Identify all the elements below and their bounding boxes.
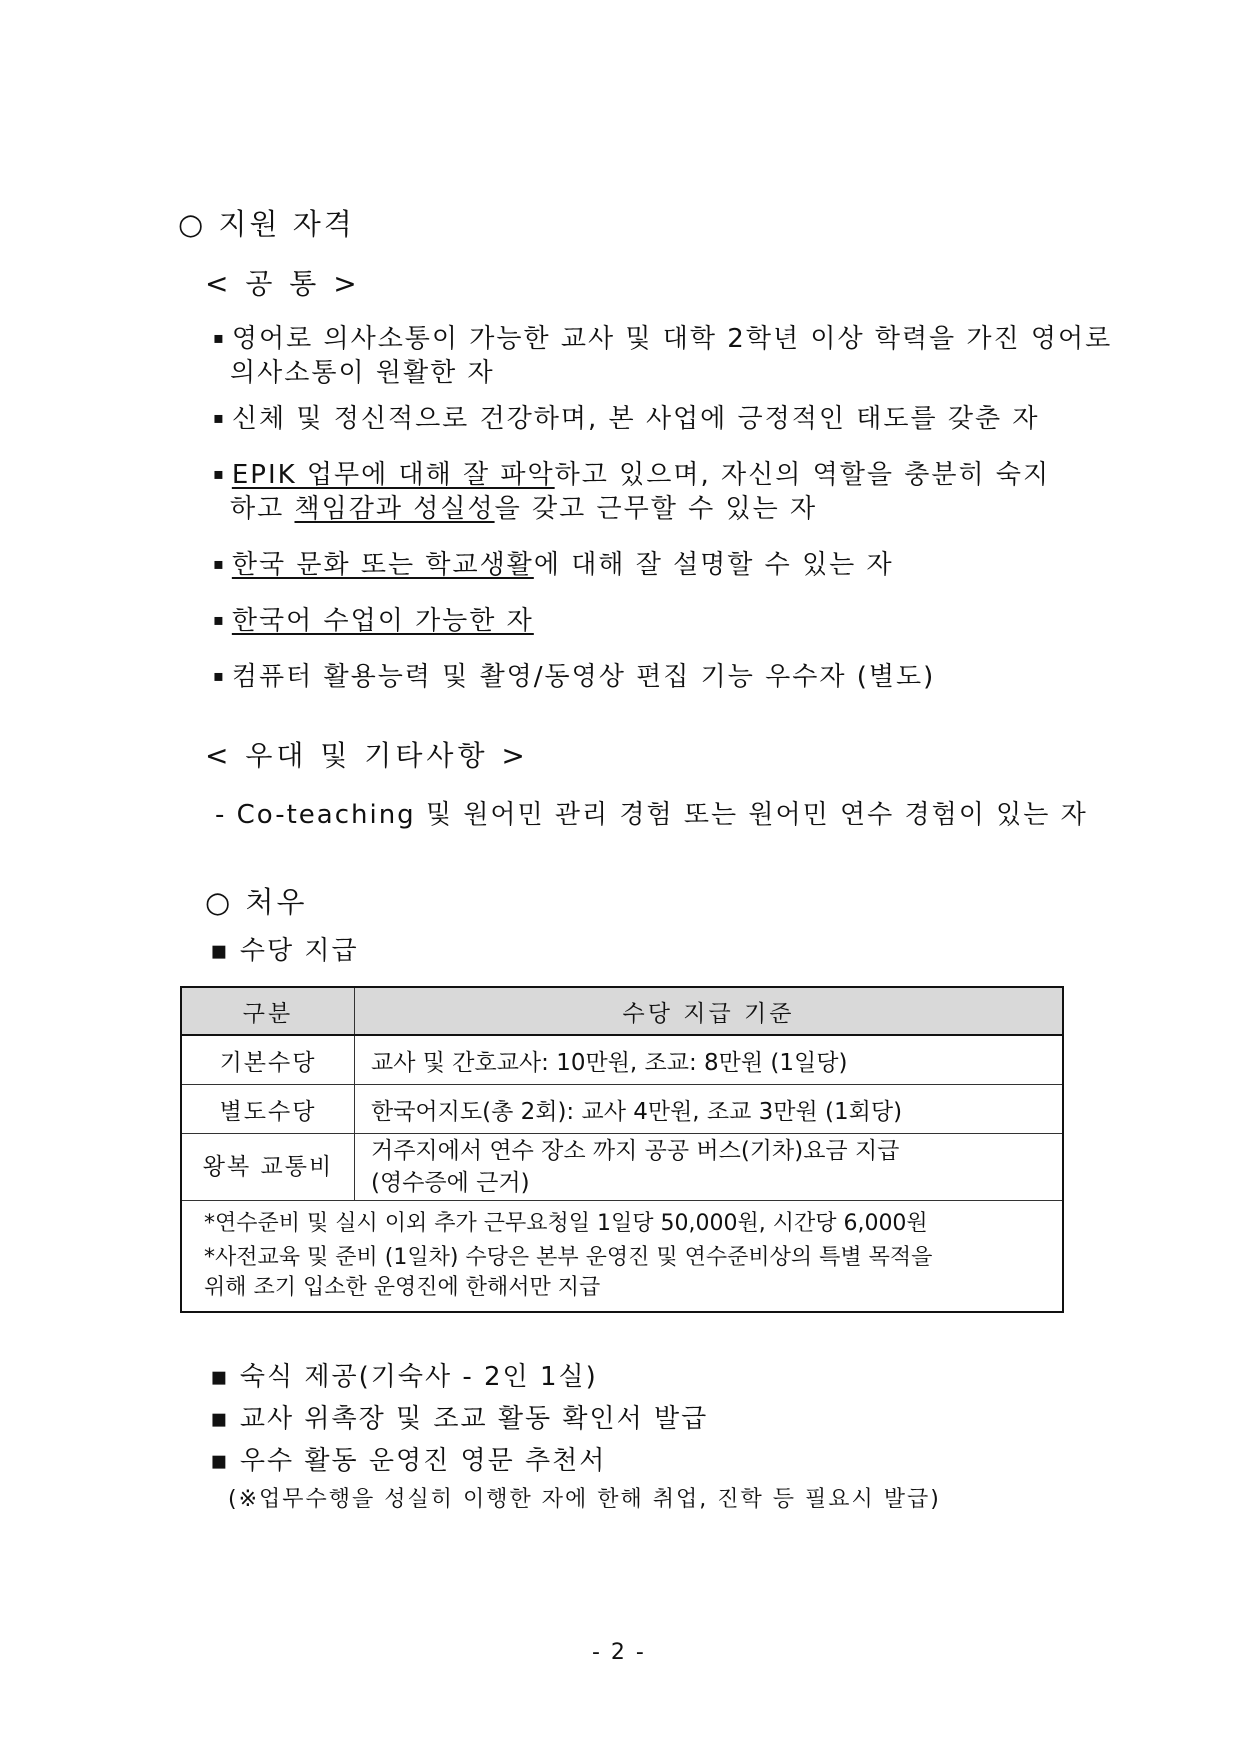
benefit-item: ▪ 우수 활동 운영진 영문 추천서 bbox=[210, 1446, 607, 1476]
criteria-line1: 거주지에서 연수 장소 까지 공공 버스(기차)요금 지급 bbox=[371, 1138, 900, 1164]
qual-item-3-line2 bbox=[230, 488, 817, 525]
qual-item-3-underline2: 책임감과 성실성 bbox=[294, 494, 495, 524]
benefit-note: (※업무수행을 성실히 이행한 자에 한해 취업, 진학 등 필요시 발급) bbox=[228, 1487, 941, 1512]
qual-item-4-underline: 한국 문화 또는 학교생활 bbox=[231, 550, 534, 580]
common-header: < 공 통 > bbox=[205, 267, 361, 300]
benefit-item: ▪ 교사 위촉장 및 조교 활동 확인서 발급 bbox=[210, 1404, 709, 1434]
table-cell-criteria bbox=[355, 1134, 1064, 1201]
section-title-qualifications: ○ 지원 자격 bbox=[178, 207, 355, 241]
table-cell-criteria: 교사 및 간호교사: 10만원, 조교: 8만원 (1일당) bbox=[355, 1035, 1064, 1085]
allowance-label: ▪ 수당 지급 bbox=[210, 936, 359, 966]
qual-item-4 bbox=[213, 544, 894, 581]
table-note-3: 위해 조기 입소한 운영진에 한해서만 지급 bbox=[204, 1275, 601, 1300]
section-title-treatment: ○ 처우 bbox=[205, 885, 308, 919]
table-note-1: *연수준비 및 실시 이외 추가 근무요청일 1일당 50,000원, 시간당 6,000원 bbox=[204, 1211, 928, 1236]
table-cell-category: 별도수당 bbox=[181, 1085, 355, 1134]
bullet-icon: ▪ bbox=[213, 554, 226, 573]
qual-item-3 bbox=[213, 454, 1050, 491]
bullet-icon: ▪ bbox=[213, 610, 226, 629]
allowance-table bbox=[180, 986, 1064, 1313]
table-header-row bbox=[181, 987, 1063, 1035]
benefit-item: ▪ 숙식 제공(기숙사 - 2인 1실) bbox=[210, 1362, 598, 1392]
criteria-line2: (영수증에 근거) bbox=[371, 1170, 530, 1196]
table-notes-row bbox=[181, 1201, 1063, 1313]
table-row bbox=[181, 1134, 1063, 1201]
table-row bbox=[181, 1035, 1063, 1085]
table-note-2: *사전교육 및 준비 (1일차) 수당은 본부 운영진 및 연수준비상의 특별 목적을 bbox=[204, 1245, 933, 1270]
preference-item: - Co-teaching 및 원어민 관리 경험 또는 원어민 연수 경험이 있는 자 bbox=[215, 800, 1088, 830]
qual-item-1-line1: 영어로 의사소통이 가능한 교사 및 대학 2학년 이상 학력을 가진 영어로 bbox=[231, 324, 1113, 354]
qual-item-6 bbox=[213, 656, 935, 693]
qual-item-5-underline: 한국어 수업이 가능한 자 bbox=[231, 606, 534, 636]
table-cell-category: 기본수당 bbox=[181, 1035, 355, 1085]
qual-item-1-line2: 의사소통이 원활한 자 bbox=[230, 358, 495, 388]
qual-item-3-rest: 하고 있으며, 자신의 역할을 충분히 숙지 bbox=[554, 460, 1051, 490]
table-cell-criteria: 한국어지도(총 2회): 교사 4만원, 조교 3만원 (1회당) bbox=[355, 1085, 1064, 1134]
bullet-icon: ▪ bbox=[213, 328, 226, 347]
table-cell-category: 왕복 교통비 bbox=[181, 1134, 355, 1201]
bullet-icon: ▪ bbox=[213, 464, 226, 483]
table-header-criteria: 수당 지급 기준 bbox=[355, 987, 1064, 1035]
qual-item-4-rest: 에 대해 잘 설명할 수 있는 자 bbox=[533, 550, 894, 580]
bullet-icon: ▪ bbox=[213, 408, 226, 427]
qual-item-2-text: 신체 및 정신적으로 건강하며, 본 사업에 긍정적인 태도를 갖춘 자 bbox=[231, 404, 1040, 434]
qual-item-3-line2-rest: 을 갖고 근무할 수 있는 자 bbox=[494, 494, 818, 524]
qual-item-3-line2-pre: 하고 bbox=[230, 494, 295, 524]
qual-item-2 bbox=[213, 398, 1040, 435]
qual-item-1 bbox=[213, 318, 1112, 355]
qual-item-3-underline1: EPIK 업무에 대해 잘 파악 bbox=[231, 460, 555, 490]
bullet-icon: ▪ bbox=[213, 666, 226, 685]
page-number: - 2 - bbox=[592, 1640, 646, 1665]
table-header-category: 구분 bbox=[181, 987, 355, 1035]
qual-item-6-text: 컴퓨터 활용능력 및 촬영/동영상 편집 기능 우수자 (별도) bbox=[231, 662, 936, 692]
table-row bbox=[181, 1085, 1063, 1134]
table-notes bbox=[181, 1201, 1063, 1313]
qual-item-5 bbox=[213, 600, 534, 637]
preference-header: < 우대 및 기타사항 > bbox=[205, 739, 529, 772]
